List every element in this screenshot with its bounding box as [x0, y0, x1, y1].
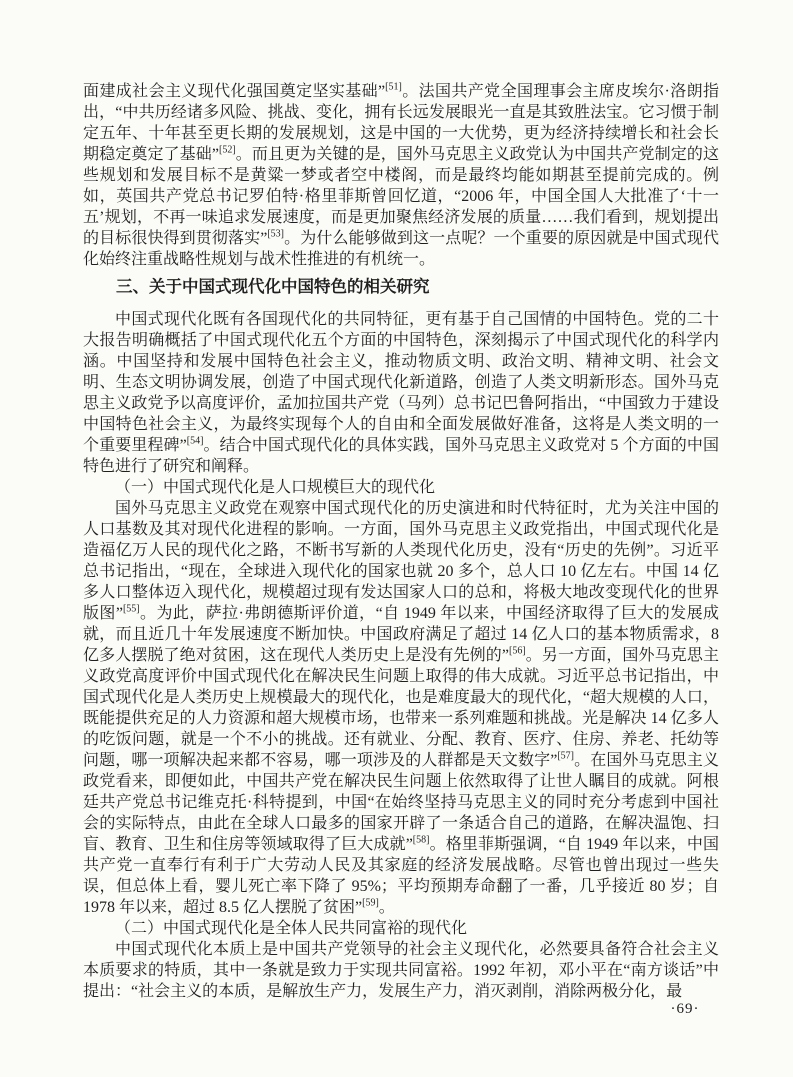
citation-marker: [55]	[122, 603, 140, 615]
citation-marker: [54]	[186, 435, 204, 447]
section-heading: 三、关于中国式现代化中国特色的相关研究	[116, 278, 430, 296]
paragraph: 中国式现代化本质上是中国共产党领导的社会主义现代化，必然要具备符合社会主义本质要求的特质，其中一条就是致力于实现共同富裕。1992 年初，邓小平在“南方谈话”中提出：“社会主义的本质，是解放生产力，发展生产力，消灭剥削，消除两极分化，最	[83, 941, 719, 1000]
paragraph: 面建成社会主义现代化强国奠定坚实基础”[51]。法国共产党全国理事会主席皮埃尔·洛朗指出，“中共历经诸多风险、挑战、变化，拥有长远发展眼光一直是其致胜法宝。它习惯于制定五年、十年甚至更长期的发展规划，这是中国的一大优势，更为经济持续增长和社会长期稳定奠定了基础”[52]。而且更为关键的是，国外马克思主义政党认为中国共产党制定的这些规划和发展目标不是黄粱一梦或者空中楼阁，而是最终均能如期甚至提前完成的。例如，英国共产党总书记罗伯特·格里菲斯曾回忆道，“2006 年，中国全国人大批准了‘十一五’规划，不再一味追求发展速度，而是更加聚焦经济发展的质量……我们看到，规划提出的目标很快得到贯彻落实”[53]。为什么能够做到这一点呢？一个重要的原因就是中国式现代化始终注重战略性规划与战术性推进的有机统一。	[83, 81, 719, 268]
citation-marker: [51]	[385, 81, 402, 93]
paragraph: 中国式现代化既有各国现代化的共同特征，更有基于自己国情的中国特色。党的二十大报告明确概括了中国式现代化五个方面的中国特色，深刻揭示了中国式现代化的科学内涵。中国坚持和发展中国特色社会主义，推动物质文明、政治文明、精神文明、社会文明、生态文明协调发展，创造了中国式现代化新道路，创造了人类文明新形态。国外马克思主义政党予以高度评价，孟加拉国共产党（马列）总书记巴鲁阿指出，“中国致力于建设中国特色社会主义，为最终实现每个人的自由和全面发展做好准备，这将是人类文明的一个重要里程碑”[54]。结合中国式现代化的具体实践，国外马克思主义政党对 5 个方面的中国特色进行了研究和阐释。	[83, 311, 719, 475]
citation-marker: [58]	[412, 834, 430, 846]
subsection-heading: （一）中国式现代化是人口规模巨大的现代化	[115, 479, 436, 496]
citation-marker: [53]	[267, 228, 284, 240]
subsection-heading: （二）中国式现代化是全体人民共同富裕的现代化	[115, 920, 468, 937]
document-body	[83, 81, 719, 1002]
paragraph: 国外马克思主义政党在观察中国式现代化的历史演进和时代特征时，尤为关注中国的人口基数及其对现代化进程的影响。一方面，国外马克思主义政党指出，中国式现代化是造福亿万人民的现代化之路，不断书写新的人类现代化历史，没有“历史的先例”。习近平总书记指出，“现在，全球进入现代化的国家也就 20 多个，总人口 10 亿左右。中国 14 亿多人口整体迈入现代化，规模超过现有发达国家人口的总和，将极大地改变现代化的世界版图”[55]。为此，萨拉·弗朗德斯评价道，“自 1949 年以来，中国经济取得了巨大的发展成就，而且近几十年发展速度不断加快。中国政府满足了超过 14 亿人口的基本物质需求，8 亿多人摆脱了绝对贫困，这在现代人类历史上是没有先例的”[56]。另一方面，国外马克思主义政党高度评价中国式现代化在解决民生问题上取得的伟大成就。习近平总书记指出，中国式现代化是人类历史上规模最大的现代化，也是难度最大的现代化，“超大规模的人口，既能提供充足的人力资源和超大规模市场，也带来一系列难题和挑战。光是解决 14 亿多人的吃饭问题，就是一个不小的挑战。还有就业、分配、教育、医疗、住房、养老、托幼等问题，哪一项解决起来都不容易，哪一项涉及的人群都是天文数字”[57]。在国外马克思主义政党看来，即便如此，中国共产党在解决民生问题上依然取得了让世人瞩目的成就。阿根廷共产党总书记维克托·科特提到，中国“在始终坚持马克思主义的同时充分考虑到中国社会的实际特点，由此在全球人口最多的国家开辟了一条适合自己的道路，在解决温饱、扫盲、教育、卫生和住房等领域取得了巨大成就”[58]。格里菲斯强调，“自 1949 年以来，中国共产党一直奉行有利于广大劳动人民及其家庭的经济发展战略。尽管也曾出现过一些失误，但总体上看，婴儿死亡率下降了 95%；平均预期寿命翻了一番，几乎接近 80 岁；自 1978 年以来，超过 8.5 亿人摆脱了贫困”[59]。	[83, 500, 719, 916]
page-number: ·69·	[670, 1001, 700, 1017]
citation-marker: [52]	[219, 144, 236, 156]
citation-marker: [56]	[508, 645, 526, 657]
citation-marker: [57]	[557, 750, 574, 762]
citation-marker: [59]	[362, 897, 379, 909]
